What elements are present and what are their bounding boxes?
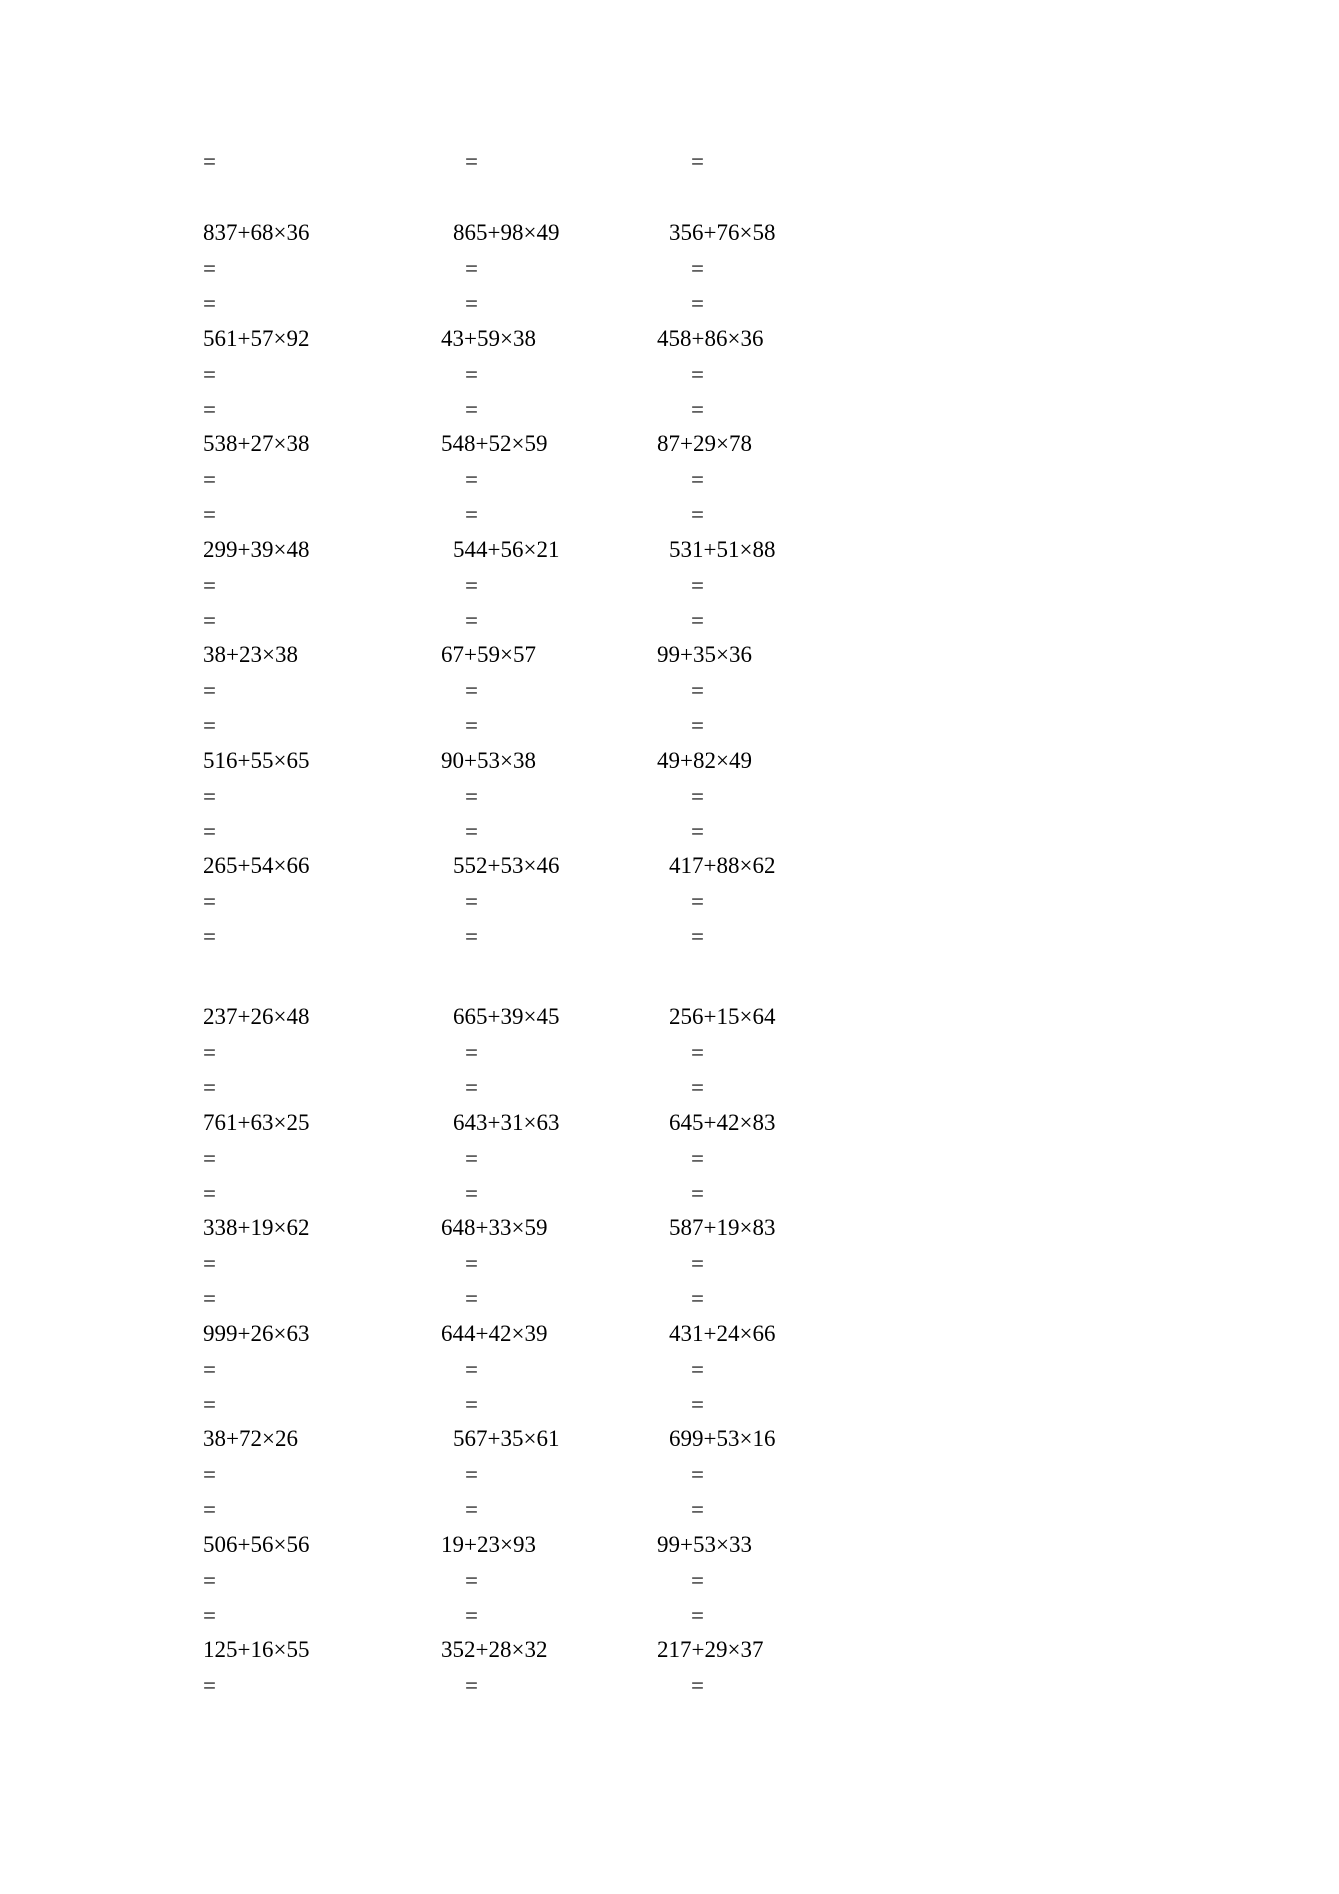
equals-sign: = [465, 1567, 478, 1593]
expression: 567+35×61 [453, 1426, 560, 1451]
equals-sign: = [691, 572, 704, 598]
equals-sign: = [203, 818, 216, 844]
expression: 256+15×64 [669, 1004, 776, 1029]
expression: 38+72×26 [203, 1426, 298, 1451]
equals-sign: = [691, 1286, 704, 1311]
equals-sign: = [203, 256, 216, 281]
equals-sign: = [465, 502, 478, 527]
equals-sign: = [465, 1145, 478, 1171]
equals-sign: = [691, 1356, 704, 1382]
expression: 548+52×59 [441, 431, 548, 456]
equals-sign: = [691, 1391, 704, 1417]
expression: 87+29×78 [657, 431, 752, 456]
top-equals-sign: = [691, 149, 704, 174]
expression: 865+98×49 [453, 220, 560, 245]
expression: 506+56×56 [203, 1531, 310, 1557]
expression: 67+59×57 [441, 642, 536, 667]
equals-sign: = [203, 1040, 216, 1065]
equals-sign: = [465, 783, 478, 809]
equals-sign: = [465, 924, 478, 949]
equals-sign: = [691, 678, 704, 703]
expression: 43+59×38 [441, 325, 536, 351]
equals-sign: = [691, 1075, 704, 1100]
equals-sign: = [203, 572, 216, 598]
expression: 531+51×88 [669, 536, 776, 562]
expression: 338+19×62 [203, 1215, 310, 1240]
equals-sign: = [691, 1497, 704, 1522]
equals-sign: = [203, 1180, 216, 1206]
expression: 643+31×63 [453, 1109, 560, 1135]
expression: 90+53×38 [441, 747, 536, 773]
expression: 699+53×16 [669, 1426, 776, 1451]
equals-sign: = [203, 1145, 216, 1171]
equals-sign: = [465, 1391, 478, 1417]
equals-sign: = [203, 889, 216, 914]
equals-sign: = [691, 1462, 704, 1487]
equals-sign: = [203, 1391, 216, 1417]
equals-sign: = [465, 818, 478, 844]
top-equals-sign: = [203, 149, 216, 174]
equals-sign: = [691, 502, 704, 527]
equals-sign: = [203, 1673, 216, 1698]
equals-sign: = [691, 1567, 704, 1593]
expression: 458+86×36 [657, 325, 764, 351]
equals-sign: = [465, 396, 478, 422]
expression: 665+39×45 [453, 1004, 560, 1029]
equals-sign: = [465, 607, 478, 633]
equals-sign: = [203, 1251, 216, 1276]
equals-sign: = [465, 1673, 478, 1698]
equals-sign: = [203, 1075, 216, 1100]
equals-sign: = [691, 467, 704, 492]
expression: 644+42×39 [441, 1320, 548, 1346]
equals-sign: = [203, 1286, 216, 1311]
expression: 538+27×38 [203, 431, 310, 456]
equals-sign: = [465, 467, 478, 492]
expression: 544+56×21 [453, 536, 560, 562]
equals-sign: = [203, 291, 216, 316]
equals-sign: = [465, 1075, 478, 1100]
expression: 645+42×83 [669, 1109, 776, 1135]
equals-sign: = [691, 713, 704, 738]
equals-sign: = [691, 256, 704, 281]
expression: 99+53×33 [657, 1531, 752, 1557]
expression: 999+26×63 [203, 1320, 310, 1346]
expression: 49+82×49 [657, 747, 752, 773]
equals-sign: = [203, 502, 216, 527]
expression: 417+88×62 [669, 853, 776, 878]
equals-sign: = [465, 572, 478, 598]
equals-sign: = [465, 361, 478, 387]
expression: 38+23×38 [203, 642, 298, 667]
equals-sign: = [203, 396, 216, 422]
equals-sign: = [465, 1497, 478, 1522]
equals-sign: = [465, 678, 478, 703]
equals-sign: = [465, 1602, 478, 1628]
expression: 217+29×37 [657, 1637, 764, 1662]
expression: 237+26×48 [203, 1004, 310, 1029]
equals-sign: = [691, 1040, 704, 1065]
equals-sign: = [691, 396, 704, 422]
equals-sign: = [691, 1602, 704, 1628]
equals-sign: = [465, 889, 478, 914]
equals-sign: = [203, 361, 216, 387]
expression: 648+33×59 [441, 1215, 548, 1240]
equals-sign: = [465, 1251, 478, 1276]
equals-sign: = [691, 1673, 704, 1698]
equals-sign: = [203, 1567, 216, 1593]
expression: 561+57×92 [203, 325, 310, 351]
equals-sign: = [691, 924, 704, 949]
equals-sign: = [691, 1251, 704, 1276]
equals-sign: = [203, 1462, 216, 1487]
equals-sign: = [203, 1497, 216, 1522]
equals-sign: = [203, 1356, 216, 1382]
equals-sign: = [465, 1462, 478, 1487]
equals-sign: = [465, 1180, 478, 1206]
equals-sign: = [465, 713, 478, 738]
equals-sign: = [203, 607, 216, 633]
expression: 125+16×55 [203, 1637, 310, 1662]
expression: 19+23×93 [441, 1531, 536, 1557]
top-equals-sign: = [465, 149, 478, 174]
expression: 587+19×83 [669, 1215, 776, 1240]
equals-sign: = [691, 607, 704, 633]
equals-sign: = [691, 1180, 704, 1206]
equals-sign: = [691, 1145, 704, 1171]
equals-sign: = [465, 1286, 478, 1311]
expression: 552+53×46 [453, 853, 560, 878]
equals-sign: = [203, 678, 216, 703]
equals-sign: = [203, 467, 216, 492]
equals-sign: = [465, 1356, 478, 1382]
equals-sign: = [691, 361, 704, 387]
equals-sign: = [691, 818, 704, 844]
equals-sign: = [691, 291, 704, 316]
expression: 837+68×36 [203, 220, 310, 245]
equals-sign: = [465, 256, 478, 281]
expression: 299+39×48 [203, 536, 310, 562]
equals-sign: = [203, 713, 216, 738]
expression: 356+76×58 [669, 220, 776, 245]
expression: 352+28×32 [441, 1637, 548, 1662]
expression: 516+55×65 [203, 747, 310, 773]
equals-sign: = [203, 783, 216, 809]
expression: 99+35×36 [657, 642, 752, 667]
equals-sign: = [465, 1040, 478, 1065]
expression: 431+24×66 [669, 1320, 776, 1346]
expression: 265+54×66 [203, 853, 310, 878]
equals-sign: = [691, 783, 704, 809]
equals-sign: = [691, 889, 704, 914]
equals-sign: = [203, 1602, 216, 1628]
expression: 761+63×25 [203, 1109, 310, 1135]
equals-sign: = [465, 291, 478, 316]
equals-sign: = [203, 924, 216, 949]
